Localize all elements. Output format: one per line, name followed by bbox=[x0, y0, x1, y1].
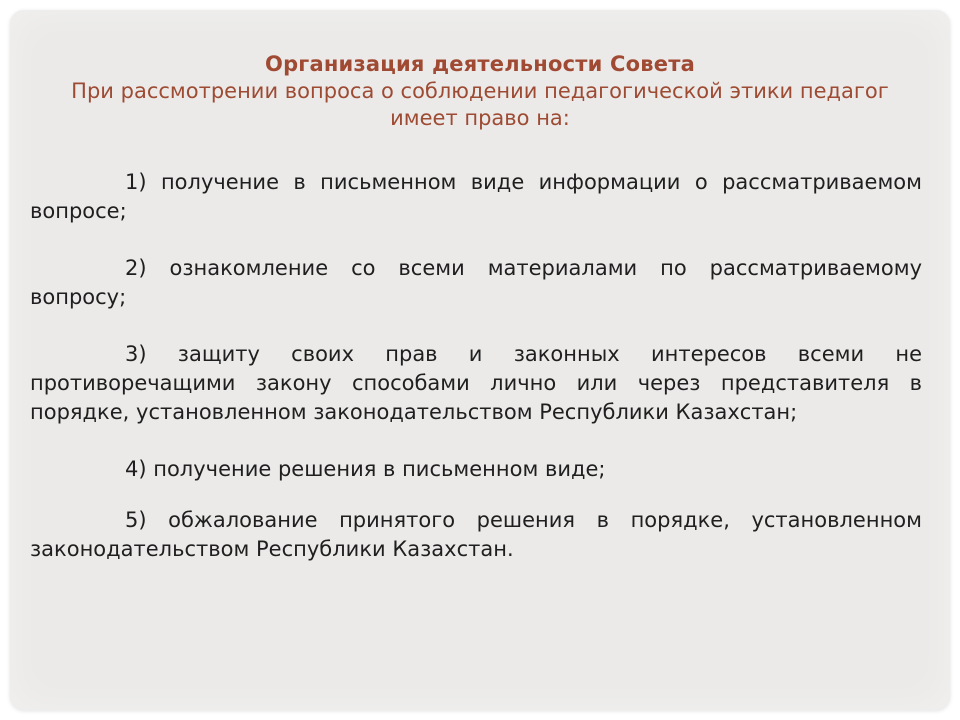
slide-header bbox=[10, 51, 950, 132]
list-item: 3) защиту своих прав и законных интересов всеми не противоречащими закону способами лично или через представителя в порядке, установленном законодательством Республики Казахстан; bbox=[30, 342, 922, 424]
slide-title: Организация деятельности Совета bbox=[265, 52, 695, 76]
slide-subtitle: При рассмотрении вопроса о соблюдении педагогической этики педагог имеет право на: bbox=[71, 79, 889, 130]
list-item: 2) ознакомление со всеми материалами по рассматриваемому вопросу; bbox=[30, 256, 922, 309]
list-item: 1) получение в письменном виде информации о рассматриваемом вопросе; bbox=[30, 170, 922, 223]
list-item: 4) получение решения в письменном виде; bbox=[125, 457, 606, 481]
list-item: 5) обжалование принятого решения в порядке, установленном законодательством Республики Казахстан. bbox=[30, 508, 922, 561]
slide bbox=[10, 10, 950, 710]
rights-list bbox=[30, 168, 922, 592]
